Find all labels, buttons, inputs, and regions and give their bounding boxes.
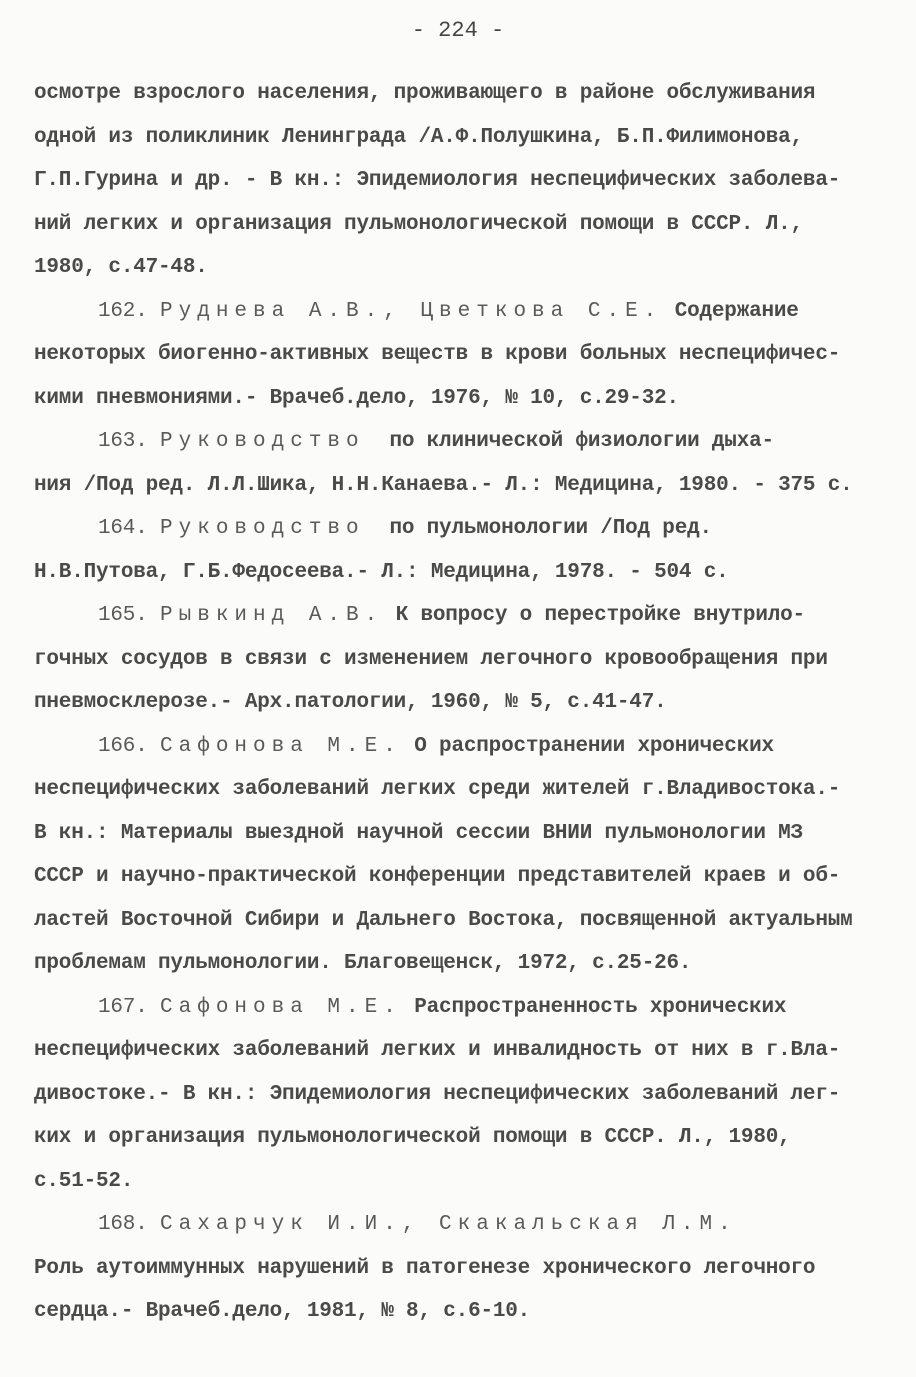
text-line: осмотре взрослого населения, проживающего в районе обслуживания	[34, 82, 816, 105]
bibliography-entry	[34, 507, 884, 594]
entry-number: 167.	[98, 995, 148, 1019]
text-line: Роль аутоиммунных нарушений в патогенезе хронического легочного	[34, 1256, 816, 1280]
entry-first-line	[34, 290, 884, 334]
text-line: кими пневмониями.- Врачеб.дело, 1976, № 10, с.29-32.	[34, 386, 679, 410]
page-number: - 224 -	[411, 18, 505, 43]
entry-author: Сафонова М.Е.	[160, 734, 402, 758]
entry-text: по клинической физиологии дыха-	[389, 430, 774, 453]
entry-first-line	[34, 594, 884, 638]
entry-text: по пульмонологии /Под ред.	[389, 517, 712, 540]
bibliography-entry	[34, 594, 884, 725]
entry-number: 163.	[98, 430, 148, 453]
entry-number: 168.	[98, 1213, 148, 1236]
entry-first-line	[34, 507, 884, 551]
entry-text: К вопросу о перестройке внутрило-	[395, 604, 805, 627]
text-line: гочных сосудов в связи с изменением легочного кровообращения при	[34, 647, 828, 671]
text-line: ний легких и организация пульмонологической помощи в СССР. Л.,	[34, 212, 803, 236]
text-line: ния /Под ред. Л.Л.Шика, Н.Н.Канаева.- Л.: Медицина, 1980. - 375 с.	[34, 473, 853, 497]
text-line: ластей Восточной Сибири и Дальнего Востока, посвященной актуальным	[34, 908, 853, 932]
bibliography-entry	[34, 420, 884, 507]
text-line: СССР и научно-практической конференции представителей краев и об-	[34, 865, 841, 888]
entry-author: Рывкинд А.В.	[160, 604, 384, 627]
text-line: одной из поликлиник Ленинграда /А.Ф.Полушкина, Б.П.Филимонова,	[34, 125, 803, 149]
entry-first-line	[34, 1203, 884, 1247]
entry-number: 166.	[98, 734, 148, 758]
entry-number: 165.	[98, 604, 148, 627]
entry-text: Содержание	[674, 299, 799, 323]
text-line: неспецифических заболеваний легких и инвалидность от них в г.Вла-	[34, 1039, 841, 1062]
entry-number: 162.	[98, 299, 148, 323]
text-line: пневмосклерозе.- Арх.патологии, 1960, № 5, с.41-47.	[34, 691, 667, 714]
text-line: Н.В.Путова, Г.Б.Федосеева.- Л.: Медицина, 1978. - 504 с.	[34, 560, 729, 584]
entry-author: Сафонова М.Е.	[160, 995, 402, 1019]
entry-first-line	[34, 986, 884, 1030]
bibliography-entry	[34, 986, 884, 1204]
text-line: неспецифических заболеваний легких среди жителей г.Владивостока.-	[34, 778, 841, 801]
bibliography-entry	[34, 290, 884, 421]
text-line: проблемам пульмонологии. Благовещенск, 1972, с.25-26.	[34, 952, 692, 975]
entry-author: Сахарчук И.И., Скакальская Л.М.	[160, 1213, 737, 1236]
entry-text: О распространении хронических	[414, 734, 774, 758]
bibliography-entry	[34, 725, 884, 986]
intro-paragraph	[34, 72, 884, 290]
entry-author: Руднева А.В., Цветкова С.Е.	[160, 299, 663, 323]
text-line: некоторых биогенно-активных веществ в крови больных неспецифичес-	[34, 343, 841, 366]
entry-text: Распространенность хронических	[414, 995, 787, 1019]
text-line: Г.П.Гурина и др. - В кн.: Эпидемиология неспецифических заболева-	[34, 169, 841, 192]
text-line: 1980, с.47-48.	[34, 256, 208, 279]
entry-first-line	[34, 725, 884, 769]
text-line: сердца.- Врачеб.дело, 1981, № 8, с.6-10.	[34, 1300, 531, 1323]
text-line: В кн.: Материалы выездной научной сессии ВНИИ пульмонологии МЗ	[34, 821, 803, 845]
entry-author: Руководство	[160, 430, 365, 453]
bibliography-text	[34, 72, 884, 1334]
entry-first-line	[34, 420, 884, 464]
text-line: дивостоке.- В кн.: Эпидемиология неспецифических заболеваний лег-	[34, 1082, 841, 1106]
entry-number: 164.	[98, 517, 148, 540]
text-line: с.51-52.	[34, 1169, 134, 1193]
entry-author: Руководство	[160, 517, 365, 540]
text-line: ких и организация пульмонологической помощи в СССР. Л., 1980,	[34, 1126, 791, 1149]
bibliography-entry	[34, 1203, 884, 1334]
